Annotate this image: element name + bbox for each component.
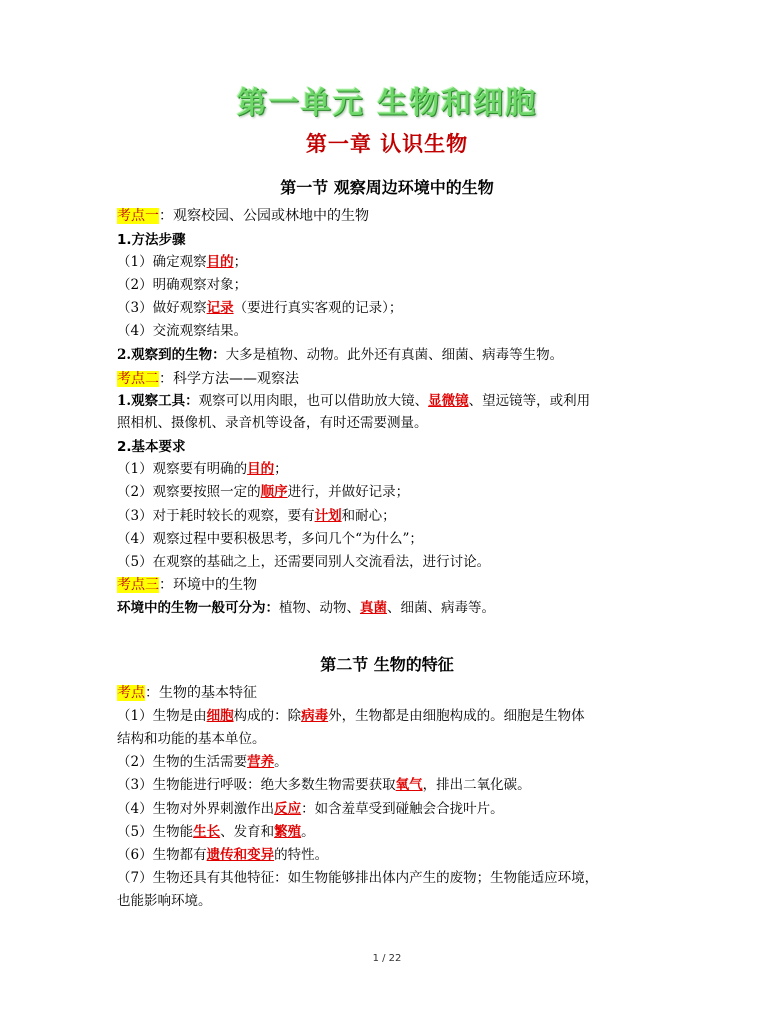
key-term: 顺序 [260,484,288,500]
kp2-label: 考点二 [117,371,159,387]
kp-text: 生物的基本特征 [159,685,257,701]
feature-7-line-2: 也能影响环境。 [117,893,212,909]
feature-3: （3）生物能进行呼吸：绝大多数生物需要获取氧气，排出二氧化碳。 [117,777,531,793]
key-term: 营养 [247,754,275,770]
feature-1: （1）生物是由细胞构成的：除病毒外，生物都是由细胞构成的。细胞是生物体 [117,708,585,724]
tools-line: 1.观察工具：观察可以用肉眼，也可以借助放大镜、显微镜、望远镜等，或利用 [117,393,591,409]
key-term: 记录 [206,300,234,316]
kp1-line: 考点一：观察校园、公园或林地中的生物 [117,208,369,224]
tools-line-2: 照相机、摄像机、录音机等设备，有时还需要测量。 [117,415,428,431]
key-term: 真菌 [360,600,387,616]
key-term: 遗传和变异 [206,847,275,863]
req-4: （4）观察过程中要积极思考，多问几个“为什么”； [117,531,423,547]
feature-1-line-2: 结构和功能的基本单位。 [117,731,266,747]
section1-title: 第一节 观察周边环境中的生物 [280,178,494,197]
key-term: 病毒 [301,708,329,724]
feature-4: （4）生物对外界刺激作出反应：如含羞草受到碰触会合拢叶片。 [117,801,504,817]
feature-5: （5）生物能生长、发育和繁殖。 [117,824,315,840]
key-term: 计划 [314,508,342,524]
chapter-title: 第一章 认识生物 [305,131,469,156]
kp3-label: 考点三 [117,577,159,593]
kp2-text: 科学方法——观察法 [173,371,299,387]
step-4: （4）交流观察结果。 [117,323,248,339]
kp-label: 考点 [117,685,145,701]
key-term: 氧气 [395,777,423,793]
requirements-heading: 2.基本要求 [117,439,186,455]
step-2: （2）明确观察对象； [117,277,248,293]
steps-heading: 1.方法步骤 [117,232,186,248]
key-term: 显微镜 [428,393,469,409]
classify-line: 环境中的生物一般可分为：植物、动物、真菌、细菌、病毒等。 [117,600,495,616]
req-5: （5）在观察的基础之上，还需要同别人交流看法，进行讨论。 [117,554,491,570]
step-1: （1）确定观察目的； [117,254,248,270]
feature-7: （7）生物还具有其他特征：如生物能够排出体内产生的废物；生物能适应环境， [117,870,599,886]
key-term: 反应 [274,801,302,817]
observed-line: 2.观察到的生物：大多是植物、动物。此外还有真菌、细菌、病毒等生物。 [117,347,564,363]
key-term: 目的 [206,254,234,270]
key-term: 细胞 [206,708,234,724]
key-term: 目的 [247,461,275,477]
unit-title: 第一单元 生物和细胞 [236,86,538,121]
req-2: （2）观察要按照一定的顺序进行，并做好记录； [117,484,410,500]
kp1-text: 观察校园、公园或林地中的生物 [173,208,369,224]
step-3: （3）做好观察记录（要进行真实客观的记录）； [117,300,403,316]
kp1-label: 考点一 [117,208,159,224]
req-3: （3）对于耗时较长的观察，要有计划和耐心； [117,508,396,524]
kp-line: 考点：生物的基本特征 [117,685,257,701]
feature-2: （2）生物的生活需要营养。 [117,754,288,770]
page-number: 1 / 22 [372,953,402,964]
feature-6: （6）生物都有遗传和变异的特性。 [117,847,329,863]
kp3-line: 考点三：环境中的生物 [117,577,257,593]
kp2-line: 考点二：科学方法——观察法 [117,371,299,387]
key-term: 生长 [193,824,221,840]
key-term: 繁殖 [274,824,302,840]
section2-title: 第二节 生物的特征 [320,655,454,674]
kp3-text: 环境中的生物 [173,577,257,593]
req-1: （1）观察要有明确的目的； [117,461,288,477]
